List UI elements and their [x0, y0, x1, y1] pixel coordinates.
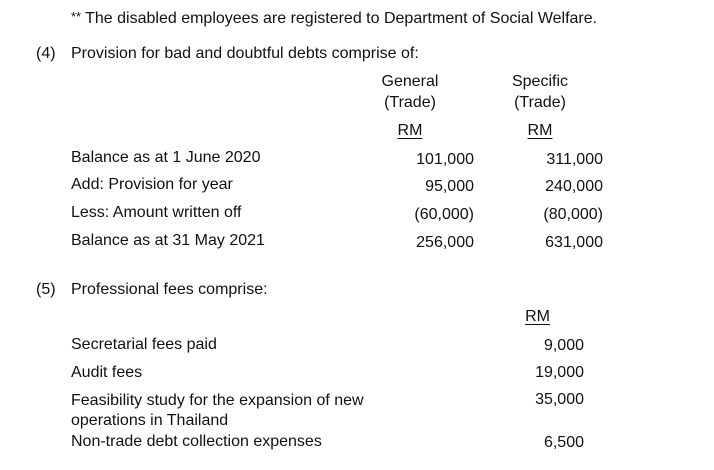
- general-value: 256,000: [416, 234, 474, 251]
- general-header-line2: (Trade): [384, 94, 436, 111]
- row-label: Balance as at 1 June 2020: [71, 149, 261, 166]
- row-label: Audit fees: [71, 364, 143, 381]
- specific-value: 240,000: [545, 178, 603, 195]
- row-label: Less: Amount written off: [71, 204, 242, 221]
- fees-unit-header: RM: [525, 308, 550, 325]
- specific-value: (80,000): [543, 206, 603, 223]
- general-value: (60,000): [414, 206, 474, 223]
- section-4-number: (4): [36, 45, 56, 62]
- specific-value: 631,000: [545, 234, 603, 251]
- row-label: Add: Provision for year: [71, 176, 233, 193]
- fee-value: 35,000: [535, 391, 584, 408]
- footnote-text: The disabled employees are registered to Department of Social Welfare.: [85, 10, 598, 27]
- fee-value: 19,000: [535, 364, 584, 381]
- row-label-line1: Feasibility study for the expansion of new: [71, 392, 364, 409]
- specific-header-line2: (Trade): [514, 94, 566, 111]
- row-label: Secretarial fees paid: [71, 336, 217, 353]
- fee-value: 6,500: [543, 434, 584, 451]
- section-5-number: (5): [36, 281, 56, 298]
- general-unit-header: RM: [397, 122, 423, 139]
- specific-header-line1: Specific: [511, 73, 569, 90]
- general-header-line1: General: [381, 73, 439, 90]
- row-label: Balance as at 31 May 2021: [71, 232, 265, 249]
- section-4-title: Provision for bad and doubtful debts comprise of:: [71, 45, 419, 62]
- section-5-title: Professional fees comprise:: [71, 281, 268, 298]
- footnote-marker: **: [71, 9, 82, 24]
- fee-value: 9,000: [543, 337, 584, 354]
- row-label: Non-trade debt collection expenses: [71, 433, 322, 450]
- general-value: 95,000: [425, 178, 474, 195]
- row-label-line2: operations in Thailand: [71, 412, 229, 429]
- specific-value: 311,000: [546, 151, 603, 168]
- general-value: 101,000: [416, 151, 474, 168]
- footnote: [71, 7, 597, 28]
- specific-unit-header: RM: [527, 122, 553, 139]
